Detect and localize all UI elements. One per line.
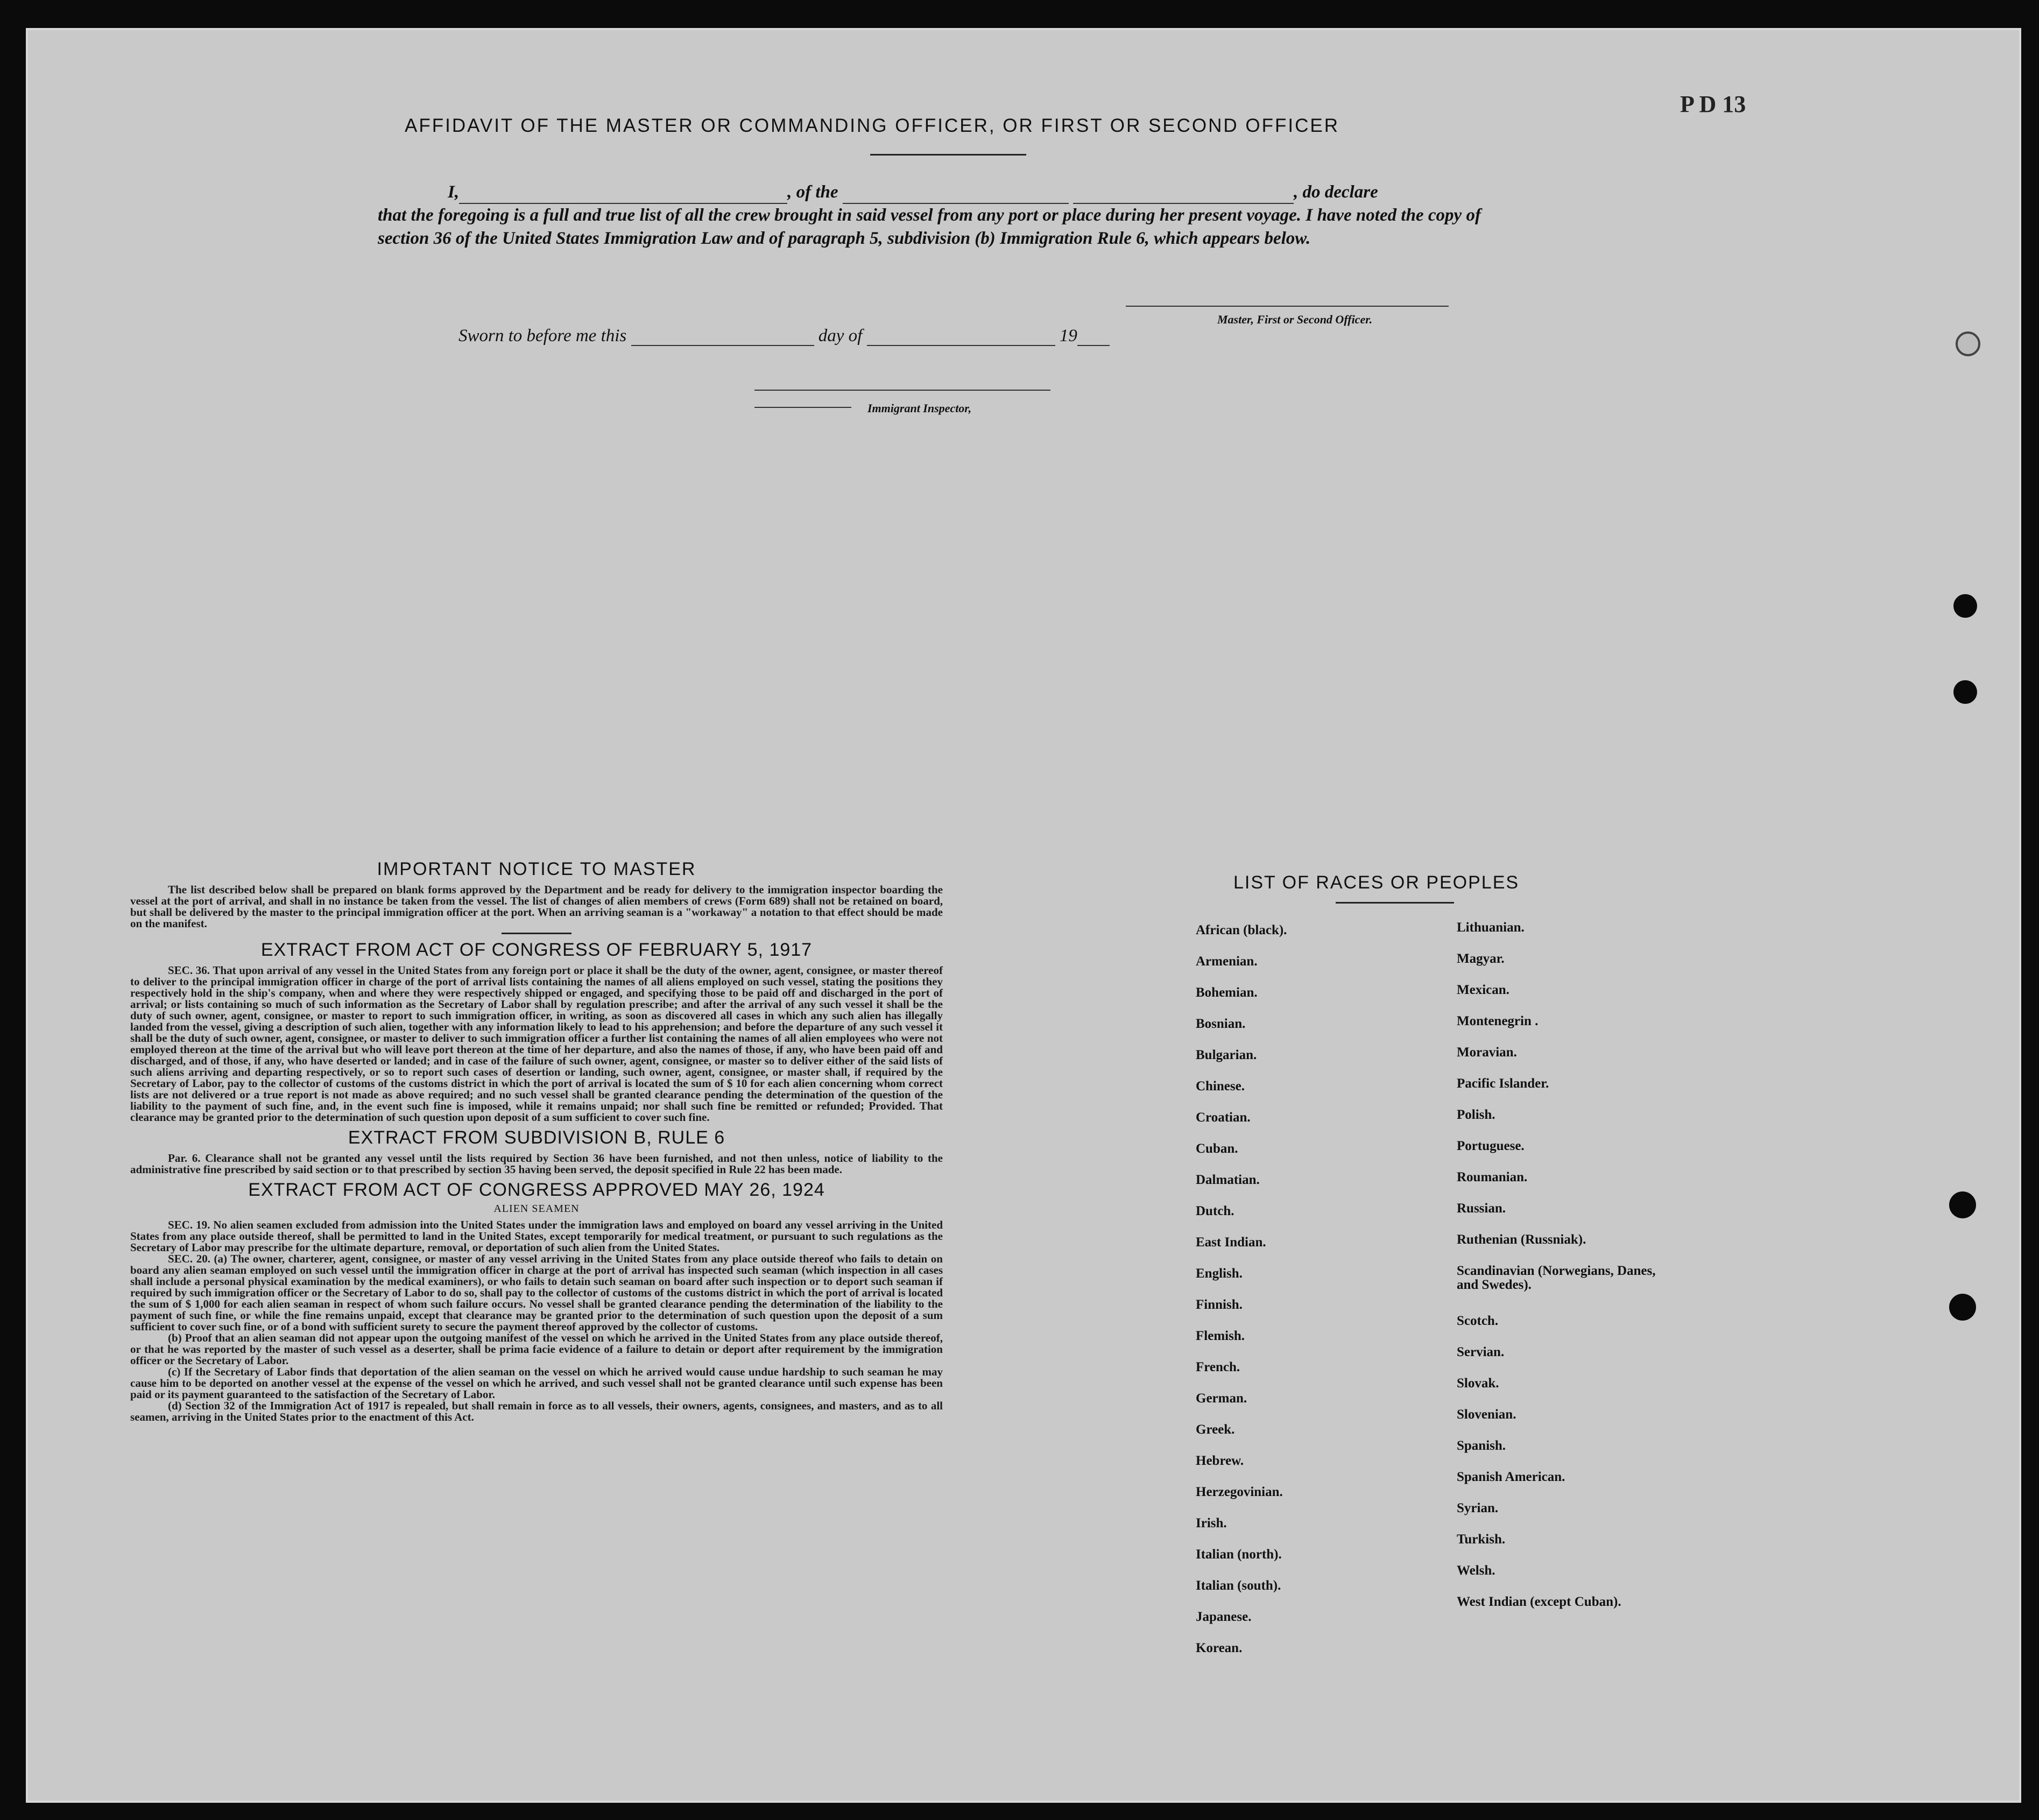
day-of-label: day of [818, 326, 863, 345]
race-item: German. [1196, 1391, 1247, 1406]
affidavit-title: AFFIDAVIT OF THE MASTER OR COMMANDING OFFICER, OR FIRST OR SECOND OFFICER [405, 115, 1340, 136]
race-item: Dutch. [1196, 1204, 1234, 1218]
affidavit-body: that the foregoing is a full and true list of all the crew brought in said vessel from any port or place during her present voyage. I have noted the copy of section 36 of the United States Immigration Law and of paragraph 5, subdivision (b) Immigration Rule 6, which appears below. [378, 206, 1481, 248]
race-item: Portuguese. [1457, 1139, 1525, 1153]
extract-1924-sec20c: (c) If the Secretary of Labor finds that deportation of the alien seaman on the vessel on which he arrived would cause undue hardship to such seaman he may cause him to be deported on another vessel at the expense of the vessel on which he arrived, and such vessel shall not be granted clearance until such expense has been paid or its payment guaranteed to the satisfaction of the Secretary of Labor. [130, 1365, 943, 1401]
extract-1924-title: EXTRACT FROM ACT OF CONGRESS APPROVED MAY 26, 1924 [248, 1180, 825, 1200]
extract-rule6-text: Par. 6. Clearance shall not be granted any vessel until the lists required by Section 36 have been furnished, and not then unless, notice of liability to the administrative fine prescribed by said section or to that prescribed by section 35 having been served, the deposit specified in Rule 22 has been made. [130, 1152, 943, 1176]
page-stamp: P D 13 [1680, 91, 1746, 117]
race-item: Turkish. [1457, 1532, 1506, 1547]
race-item: Servian. [1457, 1345, 1505, 1359]
race-item: Syrian. [1457, 1501, 1499, 1515]
race-item: Bulgarian. [1196, 1048, 1257, 1062]
divider [502, 933, 572, 934]
affidavit-of-the-label: , of the [787, 182, 838, 202]
divider [1336, 902, 1454, 904]
extract-1917-text: SEC. 36. That upon arrival of any vessel in the United States from any foreign port or place it shall be the duty of the owner, agent, consignee, or master thereof to deliver to the principal immigration officer in charge of the port of arrival lists containing the names of all aliens employed on such vessel, stating the positions they respectively hold in the ship's company, when and where they were respectively shipped or engaged, and specifying those to be paid off and discharged in the port of arrival; or lists containing so much of such information as the Secretary of Labor shall by regulation prescribe; and after the arrival of any such vessel it shall be the duty of such owner, agent, consignee, or master to report to such immigration officer, in writing, as soon as discovered all cases in which any such alien has illegally landed from the vessel, giving a description of such alien, together with any information likely to lead to his apprehension; and before the departure of any such vessel it shall be the duty of such owner, agent, consignee, or master to deliver to such immigration officer a further list containing the names of all alien employees who were not employed thereon at the time of the arrival but who will leave port thereon at the time of her departure, and also the names of those, if any, who have been paid off and discharged, and of those, if any, who have deserted or landed; and in case of the failure of such owner, agent, consignee, or master so to deliver either of the said lists of such aliens arriving and departing respectively, or so to report such cases of desertion or landing, such owner, agent, consignee, or master shall, if required by the Secretary of Labor, pay to the collector of customs of the customs district in which the port of arrival is located the sum of $ 10 for each alien concerning whom correct lists are not delivered or a true report is not made as above required; and no such vessel shall be granted clearance pending the determination of the question of the liability to the payment of such fine, and, in the event such fine is imposed, while it remains unpaid; nor shall such fine be remitted or refunded; Provided. That clearance may be granted prior to the determination of such question upon deposit of a sum sufficient to cover such fine. [130, 964, 943, 1124]
race-item: Croatian. [1196, 1110, 1251, 1125]
race-item: English. [1196, 1266, 1243, 1281]
sworn-year-field[interactable] [1077, 330, 1110, 346]
race-item: Scotch. [1457, 1314, 1499, 1328]
race-item: Bohemian. [1196, 985, 1258, 1000]
race-item: African (black). [1196, 923, 1287, 937]
race-item: Herzegovinian. [1196, 1485, 1283, 1499]
signature-line[interactable] [1126, 306, 1449, 307]
signature-label: Master, First or Second Officer. [1217, 313, 1373, 326]
document-page [26, 28, 2021, 1803]
sworn-day-field[interactable] [631, 330, 814, 346]
sworn-label: Sworn to before me this [458, 326, 627, 345]
punch-hole [1956, 331, 1980, 356]
extract-1924-sec19: SEC. 19. No alien seamen excluded from admission into the United States under the immigration laws and employed on board any vessel arriving in the United States from any place outside thereof, shall be permitted to land in the United States, except temporarily for medical treatment, or pursuant to such regulations as the Secretary of Labor may prescribe for the ultimate departure, removal, or deportation of such alien from the United States. [130, 1218, 943, 1254]
race-item: East Indian. [1196, 1235, 1266, 1250]
races-column-2 [1457, 921, 1667, 1626]
sworn-line [458, 326, 1110, 346]
race-item: Hebrew. [1196, 1454, 1244, 1468]
races-column-1 [1196, 923, 1422, 1673]
race-item: Magyar. [1457, 951, 1505, 966]
race-item: Welsh. [1457, 1563, 1495, 1578]
divider [870, 154, 1026, 156]
race-item: Dalmatian. [1196, 1173, 1260, 1187]
race-item: Flemish. [1196, 1329, 1245, 1343]
year-prefix: 19 [1059, 326, 1077, 345]
extract-1917-title: EXTRACT FROM ACT OF CONGRESS OF FEBRUARY 5, 1917 [260, 940, 813, 960]
race-item: Chinese. [1196, 1079, 1245, 1094]
sworn-month-field[interactable] [867, 330, 1055, 346]
punch-hole [1953, 680, 1977, 704]
race-item: Cuban. [1196, 1141, 1238, 1156]
extract-1924-sec20b: (b) Proof that an alien seaman did not appear upon the outgoing manifest of the vessel on which he arrived in the United States from any place outside thereof, or that he was reported by the master of such vessel as a deserter, shall be prima facie evidence of a failure to detain or deport after requirement by the immigration officer or the Secretary of Labor. [130, 1331, 943, 1367]
notice-column [130, 859, 943, 1426]
race-item: Slovak. [1457, 1376, 1499, 1391]
race-item: Greek. [1196, 1422, 1235, 1437]
extract-1924-subtitle: ALIEN SEAMEN [493, 1203, 580, 1215]
punch-hole [1949, 1191, 1976, 1218]
race-item: Scandinavian (Norwegians, Danes, and Swedes). [1457, 1264, 1656, 1292]
race-item: French. [1196, 1360, 1240, 1374]
race-item: Italian (south). [1196, 1578, 1281, 1593]
race-item: Irish. [1196, 1516, 1227, 1530]
notice-text: The list described below shall be prepared on blank forms approved by the Department and be ready for delivery to the immigration inspector boarding the vessel at the port of arrival, and shall in no instance be taken from the vessel. The list of changes of alien members of crews (Form 689) shall not be retained on board, but shall be delivered by the master to the principal immigration officer at the port. When an arriving seaman is a "workaway" a notation to that effect should be made on the manifest. [130, 883, 943, 930]
race-item: Polish. [1457, 1107, 1495, 1122]
affidavit-declare-label: , do declare [1294, 182, 1378, 202]
race-item: Korean. [1196, 1641, 1243, 1655]
extract-rule6-title: EXTRACT FROM SUBDIVISION B, RULE 6 [348, 1127, 725, 1148]
race-item: Lithuanian. [1457, 920, 1525, 935]
races-title: LIST OF RACES OR PEOPLES [1233, 872, 1520, 893]
punch-hole [1953, 594, 1977, 618]
race-item: Ruthenian (Russniak). [1457, 1232, 1586, 1247]
extract-1924-sec20a: SEC. 20. (a) The owner, charterer, agent, consignee, or master of any vessel arriving in the United States from any place outside thereof who fails to detain on board any alien seaman employed on such vessel until the immigration officer in charge at the port of arrival has inspected such seaman (which inspection in all cases shall include a personal physical examination by the medical examiners), or who fails to detain such seaman on board after such inspection or to deport such seaman if required by such immigration officer or the Secretary of Labor to do so, shall pay to the collector of customs of the customs district in which the port of arrival is located the sum of $ 1,000 for each alien seaman in respect of whom such failure occurs. No vessel shall be granted clearance pending the determination of the liability to the payment of such fine, or while the fine remains unpaid, except that clearance may be granted prior to the determination of such question upon the deposit of a sum sufficient to cover such fine, or of a bond with sufficient surety to secure the payment thereof approved by the collector of customs. [130, 1252, 943, 1333]
race-item: Italian (north). [1196, 1547, 1282, 1562]
race-item: Bosnian. [1196, 1017, 1246, 1031]
inspector-label: Immigrant Inspector, [867, 401, 972, 415]
affidavit-statement [378, 181, 1481, 250]
race-item: Moravian. [1457, 1045, 1517, 1060]
name-field[interactable] [459, 187, 787, 204]
punch-hole [1949, 1294, 1976, 1321]
race-item: West Indian (except Cuban). [1457, 1595, 1621, 1609]
extract-1924-sec20d: (d) Section 32 of the Immigration Act of 1917 is repealed, but shall remain in force as to all vessels, their owners, agents, consignees, and masters, and as to all seamen, arriving in the United States prior to the enactment of this Act. [130, 1399, 943, 1423]
race-item: Japanese. [1196, 1610, 1252, 1624]
race-item: Spanish. [1457, 1438, 1506, 1453]
race-item: Montenegrin . [1457, 1014, 1539, 1028]
race-item: Russian. [1457, 1201, 1506, 1216]
affidavit-i-label: I, [448, 182, 460, 202]
vessel-field[interactable] [1073, 187, 1294, 204]
race-item: Roumanian. [1457, 1170, 1528, 1184]
rank-field[interactable] [843, 187, 1069, 204]
inspector-line [754, 407, 851, 408]
race-item: Pacific Islander. [1457, 1076, 1549, 1091]
inspector-signature-line[interactable] [754, 390, 1050, 391]
notice-title: IMPORTANT NOTICE TO MASTER [377, 859, 696, 879]
race-item: Mexican. [1457, 983, 1509, 997]
race-item: Armenian. [1196, 954, 1258, 969]
race-item: Finnish. [1196, 1297, 1243, 1312]
race-item: Spanish American. [1457, 1470, 1565, 1484]
race-item: Slovenian. [1457, 1407, 1516, 1422]
